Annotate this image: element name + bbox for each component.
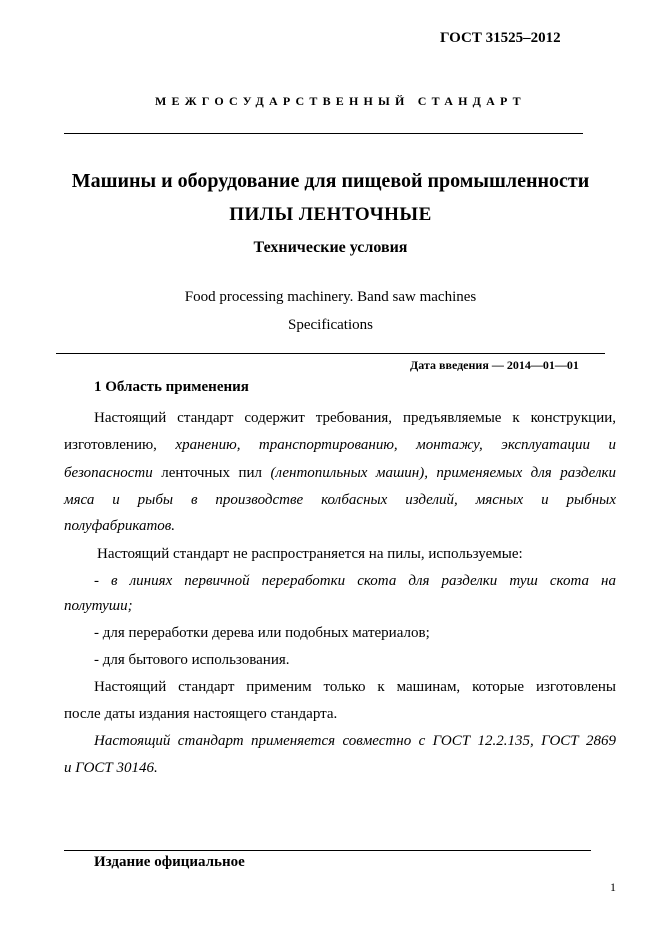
paragraph-line (64, 436, 616, 454)
list-item: - в линиях первичной переработки скота для разделки туш скота на (94, 573, 616, 589)
paragraph-line: Настоящий стандарт применяется совместно с ГОСТ 12.2.135, ГОСТ 2869 (94, 733, 616, 749)
document-subtitle: ПИЛЫ ЛЕНТОЧНЫЕ (229, 204, 432, 225)
text-span: изготовлению, (64, 437, 157, 453)
italic-span: хранению, транспортированию, монтажу, эксплуатации и (175, 437, 616, 453)
list-item-continuation: полутуши; (64, 598, 133, 614)
text-span: ленточных пил (161, 465, 262, 481)
interstate-standard-label: МЕЖГОСУДАРСТВЕННЫЙ СТАНДАРТ (155, 94, 526, 108)
standard-number: ГОСТ 31525–2012 (440, 30, 561, 46)
section-heading: 1 Область применения (94, 379, 249, 395)
official-edition-label: Издание официальное (94, 854, 245, 870)
english-title: Food processing machinery. Band saw machines (184, 289, 477, 305)
english-subtitle: Specifications (288, 317, 373, 333)
document-subtitle-conditions: Технические условия (253, 239, 408, 256)
paragraph-line: Настоящий стандарт содержит требования, предъявляемые к конструкции, (94, 410, 616, 426)
paragraph-line: после даты издания настоящего стандарта. (64, 706, 338, 722)
list-item: - для бытового использования. (94, 652, 290, 668)
footer-divider (64, 850, 591, 851)
paragraph-line: и ГОСТ 30146. (64, 760, 158, 776)
page-number: 1 (610, 880, 616, 894)
italic-span: (лентопильных машин), применяемых для разделки (270, 465, 616, 481)
date-divider (56, 353, 605, 354)
introduction-date: Дата введения — 2014—01—01 (410, 358, 579, 372)
paragraph-line: Настоящий стандарт применим только к машинам, которые изготовлены (94, 679, 616, 695)
paragraph-line (64, 464, 616, 482)
top-divider (64, 133, 583, 134)
paragraph-line: мяса и рыбы в производстве колбасных изделий, мясных и рыбных (64, 492, 616, 508)
document-title: Машины и оборудование для пищевой промышленности (71, 170, 590, 192)
list-item: - для переработки дерева или подобных материалов; (94, 625, 430, 641)
paragraph-line: полуфабрикатов. (64, 518, 176, 534)
paragraph-line: Настоящий стандарт не распространяется на пилы, используемые: (97, 546, 523, 562)
italic-span: безопасности (64, 465, 153, 481)
